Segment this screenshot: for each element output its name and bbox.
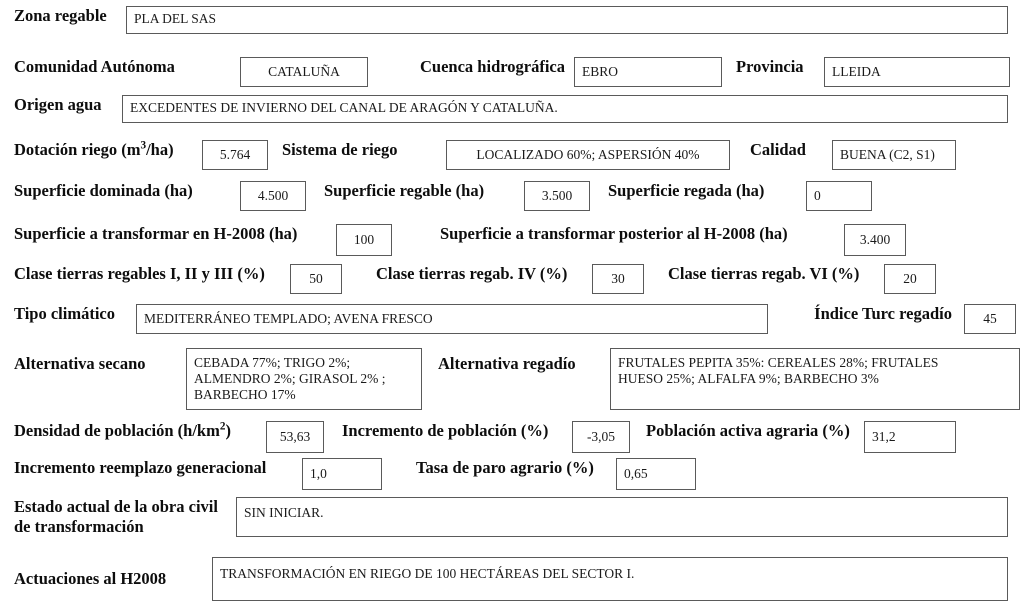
label-superficie-regada: Superficie regada (ha) <box>608 181 765 200</box>
label-provincia: Provincia <box>736 57 804 76</box>
field-comunidad-autonoma[interactable]: CATALUÑA <box>240 57 368 87</box>
label-sistema-de-riego: Sistema de riego <box>282 140 398 159</box>
label-tipo-climatico: Tipo climático <box>14 304 115 323</box>
field-clase-tierras-i-ii-iii[interactable]: 50 <box>290 264 342 294</box>
field-superficie-transformar-posterior[interactable]: 3.400 <box>844 224 906 256</box>
row-poblacion <box>14 421 956 453</box>
field-incremento-poblacion[interactable]: -3,05 <box>572 421 630 453</box>
label-comunidad-autonoma: Comunidad Autónoma <box>14 57 175 76</box>
label-incremento-reemplazo: Incremento reemplazo generacional <box>14 458 267 477</box>
field-clase-tierras-iv[interactable]: 30 <box>592 264 644 294</box>
label-superficie-transformar-h2008: Superficie a transformar en H-2008 (ha) <box>14 224 298 243</box>
field-superficie-regable[interactable]: 3.500 <box>524 181 590 211</box>
label-actuaciones-h2008: Actuaciones al H2008 <box>14 569 167 588</box>
label-densidad-poblacion-post: ) <box>225 421 231 440</box>
label-zona-regable: Zona regable <box>14 6 107 25</box>
label-estado-obra-civil-line-2: de transformación <box>14 517 144 536</box>
label-clase-tierras-i-ii-iii: Clase tierras regables I, II y III (%) <box>14 264 265 283</box>
row-zona-regable <box>14 6 1008 34</box>
field-densidad-poblacion[interactable]: 53,63 <box>266 421 324 453</box>
alternativa-secano-line-2: ALMENDRO 2%; GIRASOL 2% ; <box>194 371 386 386</box>
row-superficies <box>14 181 872 211</box>
label-indice-turc-regadio: Índice Turc regadío <box>814 304 952 323</box>
alternativa-regadio-line-2: HUESO 25%; ALFALFA 9%; BARBECHO 3% <box>618 371 879 386</box>
row-estado-obra-civil <box>14 497 1008 537</box>
field-clase-tierras-vi[interactable]: 20 <box>884 264 936 294</box>
field-indice-turc-regadio[interactable]: 45 <box>964 304 1016 334</box>
field-alternativa-regadio[interactable] <box>610 348 1020 410</box>
label-densidad-poblacion-pre: Densidad de población (h/km <box>14 421 220 440</box>
label-dotacion-riego <box>14 140 202 159</box>
field-tipo-climatico[interactable]: MEDITERRÁNEO TEMPLADO; AVENA FRESCO <box>136 304 768 334</box>
field-superficie-dominada[interactable]: 4.500 <box>240 181 306 211</box>
alternativa-secano-line-1: CEBADA 77%; TRIGO 2%; <box>194 355 351 370</box>
row-alternativas <box>14 348 1020 410</box>
field-calidad[interactable]: BUENA (C2, S1) <box>832 140 956 170</box>
field-actuaciones-h2008[interactable]: TRANSFORMACIÓN EN RIEGO DE 100 HECTÁREAS DEL SECTOR I. <box>212 557 1008 601</box>
field-alternativa-secano[interactable] <box>186 348 422 410</box>
label-poblacion-activa-agraria: Población activa agraria (%) <box>646 421 850 440</box>
label-incremento-poblacion: Incremento de población (%) <box>342 421 549 440</box>
row-actuaciones-h2008 <box>14 557 1008 601</box>
label-clase-tierras-iv: Clase tierras regab. IV (%) <box>376 264 568 283</box>
field-superficie-regada[interactable]: 0 <box>806 181 872 211</box>
field-poblacion-activa-agraria[interactable]: 31,2 <box>864 421 956 453</box>
row-comunidad-cuenca-provincia <box>14 57 1010 87</box>
row-clase-tierras <box>14 264 936 294</box>
field-estado-obra-civil[interactable]: SIN INICIAR. <box>236 497 1008 537</box>
label-superficie-dominada: Superficie dominada (ha) <box>14 181 193 200</box>
alternativa-secano-line-3: BARBECHO 17% <box>194 387 296 402</box>
field-dotacion-riego[interactable]: 5.764 <box>202 140 268 170</box>
label-origen-agua: Origen agua <box>14 95 102 114</box>
row-tipo-climatico <box>14 304 1016 334</box>
field-tasa-paro-agrario[interactable]: 0,65 <box>616 458 696 490</box>
label-calidad: Calidad <box>750 140 806 159</box>
label-superficie-transformar-posterior: Superficie a transformar posterior al H-2008 (ha) <box>440 224 788 243</box>
label-alternativa-regadio: Alternativa regadío <box>438 354 576 373</box>
label-densidad-poblacion <box>14 421 266 440</box>
alternativa-regadio-line-1: FRUTALES PEPITA 35%: CEREALES 28%; FRUTALES <box>618 355 939 370</box>
row-reemplazo-paro <box>14 458 696 490</box>
label-estado-obra-civil-line-1: Estado actual de la obra civil <box>14 497 218 516</box>
row-dotacion-sistema-calidad <box>14 140 956 170</box>
field-incremento-reemplazo[interactable]: 1,0 <box>302 458 382 490</box>
row-superficie-a-transformar <box>14 224 906 256</box>
field-origen-agua[interactable]: EXCEDENTES DE INVIERNO DEL CANAL DE ARAGÓN Y CATALUÑA. <box>122 95 1008 123</box>
label-clase-tierras-vi: Clase tierras regab. VI (%) <box>668 264 860 283</box>
label-densidad-poblacion-superscript: 2 <box>219 420 226 433</box>
label-superficie-regable: Superficie regable (ha) <box>324 181 485 200</box>
field-superficie-transformar-h2008[interactable]: 100 <box>336 224 392 256</box>
label-estado-obra-civil <box>14 497 236 537</box>
field-sistema-de-riego[interactable]: LOCALIZADO 60%; ASPERSIÓN 40% <box>446 140 730 170</box>
field-provincia[interactable]: LLEIDA <box>824 57 1010 87</box>
label-dotacion-riego-post: /ha) <box>146 140 174 159</box>
row-origen-agua <box>14 95 1008 123</box>
label-cuenca-hidrografica: Cuenca hidrográfica <box>420 57 565 76</box>
label-tasa-paro-agrario: Tasa de paro agrario (%) <box>416 458 594 477</box>
label-dotacion-riego-pre: Dotación riego (m <box>14 140 141 159</box>
field-zona-regable[interactable]: PLA DEL SAS <box>126 6 1008 34</box>
field-cuenca-hidrografica[interactable]: EBRO <box>574 57 722 87</box>
label-dotacion-riego-superscript: 3 <box>140 139 147 152</box>
label-alternativa-secano: Alternativa secano <box>14 354 146 373</box>
